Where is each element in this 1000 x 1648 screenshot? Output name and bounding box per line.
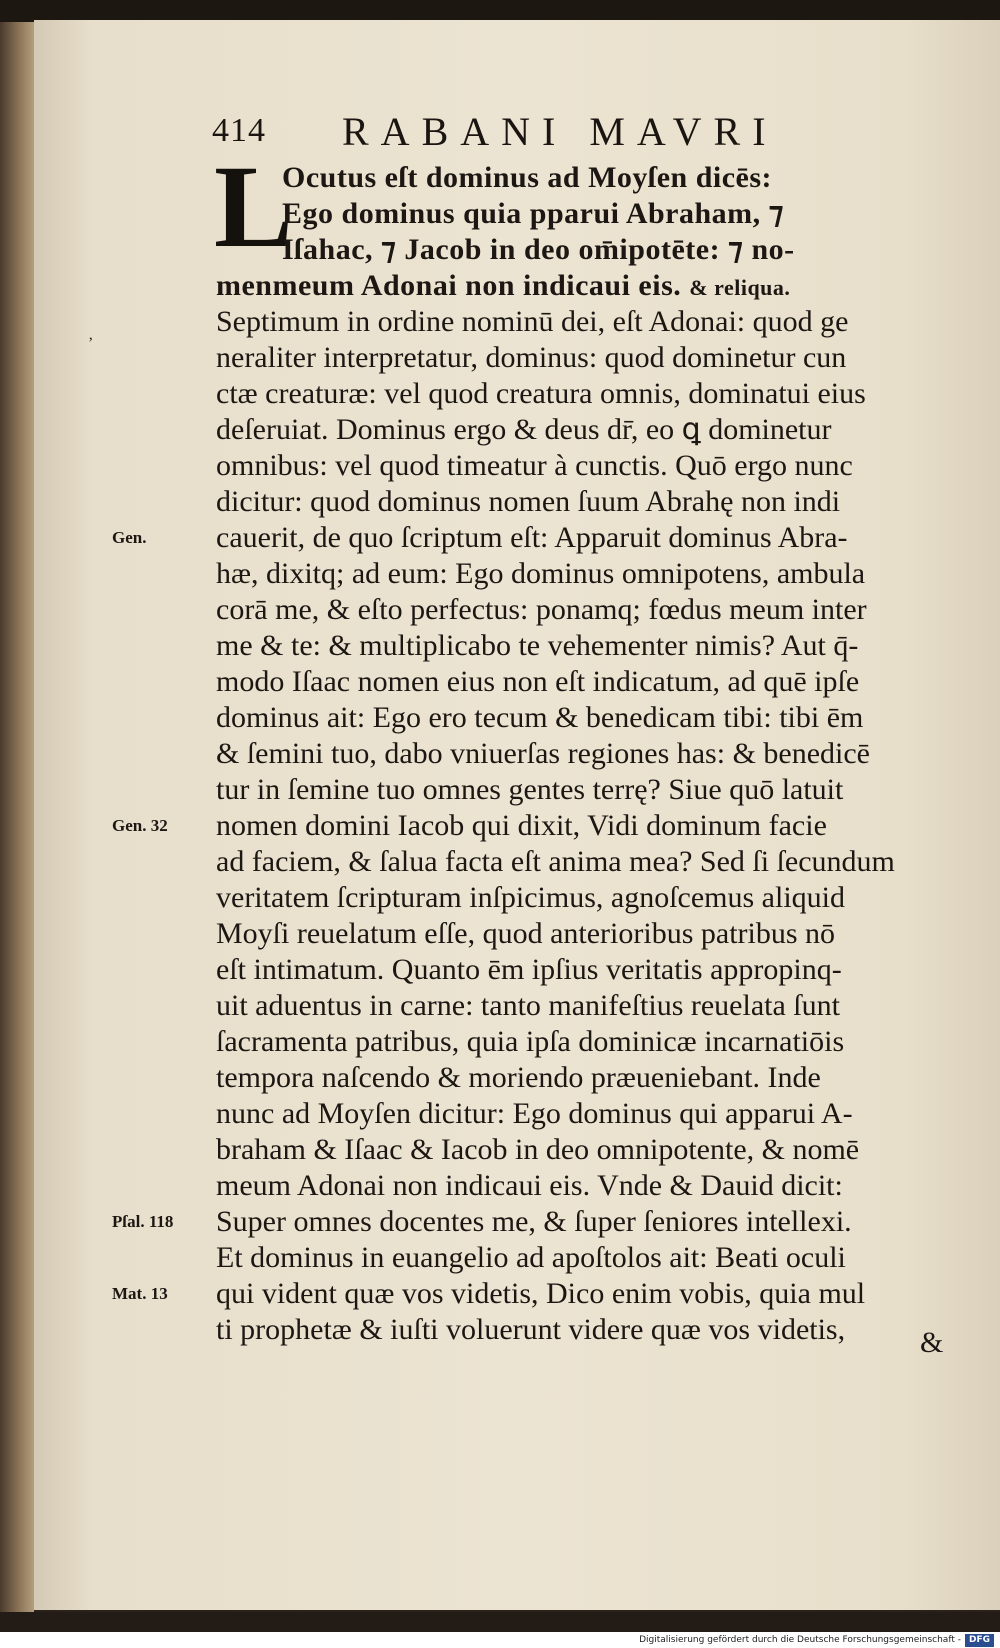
text-line-6: neraliter interpretatur, dominus: quod dominetur cun <box>216 341 847 374</box>
text-line-16: dominus ait: Ego ero tecum & benedicam tibi: tibi ēm <box>216 701 864 734</box>
text-line-2: Ego dominus quia pparui Abraham, ⁊ <box>282 197 785 230</box>
footer-credit: Digitalisierung gefördert durch die Deutsche Forschungsgemeinschaft - <box>639 1635 961 1645</box>
text-line-30: Super omnes docentes me, & ſuper ſeniores intellexi. <box>216 1205 852 1238</box>
text-line-27: nunc ad Moyſen dicitur: Ego dominus qui apparui A- <box>216 1097 853 1130</box>
text-line-13: corā me, & eſto perfectus: ponamq; fœdus meum inter <box>216 593 867 626</box>
text-line-17: & ſemini tuo, dabo vniuerſas regiones has: & benedicē <box>216 737 870 770</box>
text-line-32: qui vident quæ vos videtis, Dico enim vobis, quia mul <box>216 1277 866 1310</box>
page-number: 414 <box>212 112 266 149</box>
text-line-18: tur in ſemine tuo omnes gentes terrę? Siue quō latuit <box>216 773 844 806</box>
text-line-3: Iſahac, ⁊ Jacob in deo om̄ipotēte: ⁊ no- <box>282 233 795 266</box>
text-line-7: ctæ creaturæ: vel quod creatura omnis, dominatui eius <box>216 377 866 410</box>
drop-cap: L <box>214 141 293 272</box>
text-line-5: Septimum in ordine nominū dei, eſt Adonai: quod ge <box>216 305 849 338</box>
scan-top-edge <box>0 0 1000 22</box>
page-header <box>212 108 952 152</box>
margin-note-gen: Gen. <box>112 528 147 547</box>
scan-bottom-edge <box>0 1612 1000 1632</box>
text-line-28: braham & Iſaac & Iacob in deo omnipotente, & nomē <box>216 1133 860 1166</box>
text-line-8: deſeruiat. Dominus ergo & deus dr̄, eo ꝗ dominetur <box>216 413 832 446</box>
text-line-12: hæ, dixitq; ad eum: Ego dominus omnipotens, ambula <box>216 557 866 590</box>
text-line-19: nomen domini Iacob qui dixit, Vidi dominum facie <box>216 809 827 842</box>
book-binding-edge <box>0 22 34 1612</box>
margin-note-mat: Mat. 13 <box>112 1284 168 1303</box>
text-line-29: meum Adonai non indicaui eis. Vnde & Dauid dicit: <box>216 1169 843 1202</box>
text-line-25: ſacramenta patribus, quia ipſa dominicæ incarnatiōis <box>216 1025 845 1058</box>
footer-bar <box>0 1632 1000 1648</box>
margin-note-gen-32: Gen. 32 <box>112 816 168 835</box>
running-title: RABANI MAVRI <box>342 109 778 154</box>
catchword: & <box>920 1326 944 1359</box>
text-line-24: uit aduentus in carne: tanto manifeſtius reuelata ſunt <box>216 989 840 1022</box>
text-line-21: veritatem ſcripturam inſpicimus, agnoſcemus aliquid <box>216 881 846 914</box>
text-line-4-main: menmeum Adonai non indicaui eis. <box>216 269 682 302</box>
stray-mark: ʼ <box>88 335 94 352</box>
text-line-20: ad faciem, & ſalua facta eſt anima mea? Sed ſi ſecundum <box>216 845 895 878</box>
text-line-26: tempora naſcendo & moriendo præueniebant. Inde <box>216 1061 821 1094</box>
text-line-9: omnibus: vel quod timeatur à cunctis. Quō ergo nunc <box>216 449 853 482</box>
et-reliqua: & reliqua. <box>689 275 791 300</box>
text-line-33: ti prophetæ & iuſti voluerunt videre quæ vos videtis, <box>216 1313 846 1346</box>
text-line-22: Moyſi reuelatum eſſe, quod anterioribus patribus nō <box>216 917 836 950</box>
text-line-1: Ocutus eſt dominus ad Moyſen dicēs: <box>282 161 773 194</box>
text-line-4 <box>216 268 790 306</box>
text-line-10: dicitur: quod dominus nomen ſuum Abrahę non indi <box>216 485 841 518</box>
text-line-11: cauerit, de quo ſcriptum eſt: Apparuit dominus Abra- <box>216 521 848 554</box>
margin-note-psal: Pſal. 118 <box>112 1212 174 1231</box>
text-line-15: modo Iſaac nomen eius non eſt indicatum, ad quē ipſe <box>216 665 860 698</box>
text-line-14: me & te: & multiplicabo te vehementer nimis? Aut q̄- <box>216 629 859 662</box>
text-line-31: Et dominus in euangelio ad apoſtolos ait: Beati oculi <box>216 1241 846 1274</box>
dfg-logo: DFG <box>965 1634 994 1647</box>
text-line-23: eſt intimatum. Quanto ēm ipſius veritatis appropinq- <box>216 953 842 986</box>
